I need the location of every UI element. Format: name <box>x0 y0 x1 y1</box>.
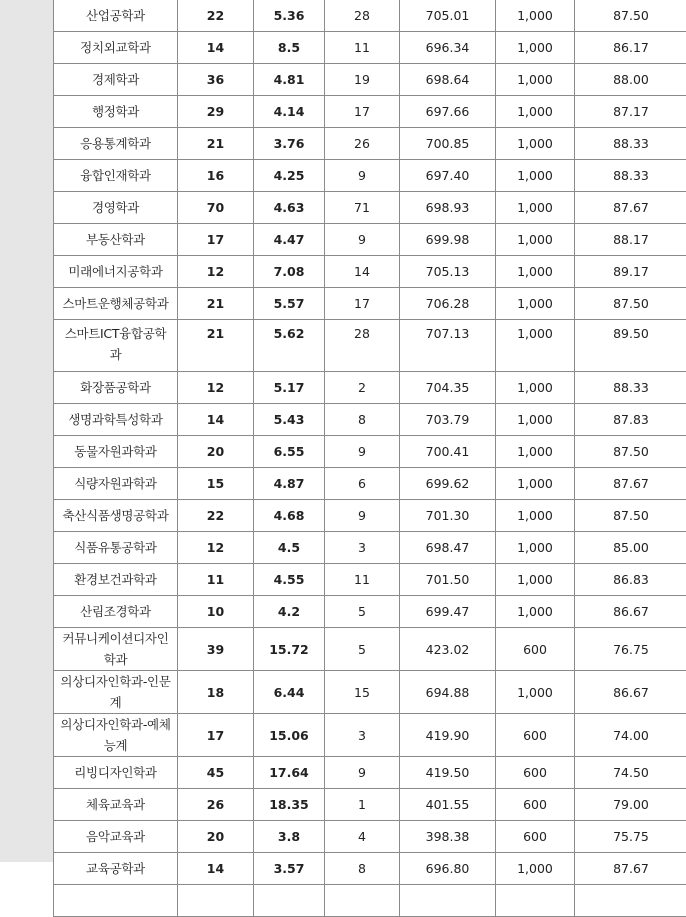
competition-rate-cell: 4.2 <box>254 596 325 628</box>
percentile-cell: 87.50 <box>575 436 686 468</box>
left-gutter <box>0 0 54 862</box>
table-row <box>54 96 686 128</box>
waitlist-cell: 8 <box>325 853 400 885</box>
percentile-cell: 86.67 <box>575 596 686 628</box>
total-points-cell: 1,000 <box>496 192 575 224</box>
competition-rate-cell: 4.55 <box>254 564 325 596</box>
converted-score-cell: 697.40 <box>400 160 496 192</box>
waitlist-cell: 9 <box>325 500 400 532</box>
total-points-cell: 1,000 <box>496 596 575 628</box>
converted-score-cell: 419.90 <box>400 714 496 757</box>
department-cell: 스마트운행체공학과 <box>54 288 178 320</box>
table-row <box>54 885 686 917</box>
competition-rate-cell: 8.5 <box>254 32 325 64</box>
competition-rate-cell: 15.72 <box>254 628 325 671</box>
percentile-cell: 88.33 <box>575 372 686 404</box>
table-body <box>54 0 686 917</box>
admissions-results-table <box>53 0 686 917</box>
department-cell: 축산식품생명공학과 <box>54 500 178 532</box>
converted-score-cell: 398.38 <box>400 821 496 853</box>
department-cell <box>54 885 178 917</box>
table-row <box>54 404 686 436</box>
waitlist-cell: 9 <box>325 757 400 789</box>
waitlist-cell: 17 <box>325 96 400 128</box>
waitlist-cell: 14 <box>325 256 400 288</box>
competition-rate-cell: 3.76 <box>254 128 325 160</box>
percentile-cell: 89.50 <box>575 320 686 372</box>
quota-cell: 26 <box>178 789 254 821</box>
department-cell: 산림조경학과 <box>54 596 178 628</box>
converted-score-cell: 698.93 <box>400 192 496 224</box>
percentile-cell: 86.67 <box>575 671 686 714</box>
competition-rate-cell: 3.57 <box>254 853 325 885</box>
table-row <box>54 192 686 224</box>
quota-cell: 21 <box>178 320 254 372</box>
converted-score-cell: 698.64 <box>400 64 496 96</box>
percentile-cell: 87.67 <box>575 468 686 500</box>
quota-cell: 18 <box>178 671 254 714</box>
converted-score-cell: 700.85 <box>400 128 496 160</box>
percentile-cell: 75.75 <box>575 821 686 853</box>
table-row <box>54 564 686 596</box>
total-points-cell: 600 <box>496 821 575 853</box>
competition-rate-cell: 6.44 <box>254 671 325 714</box>
percentile-cell: 87.83 <box>575 404 686 436</box>
quota-cell: 39 <box>178 628 254 671</box>
waitlist-cell: 3 <box>325 532 400 564</box>
table-row <box>54 671 686 714</box>
department-cell: 커뮤니케이션디자인학과 <box>54 628 178 671</box>
competition-rate-cell: 17.64 <box>254 757 325 789</box>
department-cell: 응용통계학과 <box>54 128 178 160</box>
quota-cell: 12 <box>178 532 254 564</box>
quota-cell: 15 <box>178 468 254 500</box>
total-points-cell: 1,000 <box>496 96 575 128</box>
waitlist-cell <box>325 885 400 917</box>
competition-rate-cell: 4.81 <box>254 64 325 96</box>
table-row <box>54 32 686 64</box>
total-points-cell: 600 <box>496 714 575 757</box>
waitlist-cell: 1 <box>325 789 400 821</box>
percentile-cell: 87.50 <box>575 288 686 320</box>
table-row <box>54 596 686 628</box>
percentile-cell: 88.33 <box>575 160 686 192</box>
competition-rate-cell: 4.5 <box>254 532 325 564</box>
department-cell: 의상디자인학과-예체능계 <box>54 714 178 757</box>
competition-rate-cell <box>254 885 325 917</box>
waitlist-cell: 26 <box>325 128 400 160</box>
department-cell: 정치외교학과 <box>54 32 178 64</box>
table-row <box>54 0 686 32</box>
department-cell: 경제학과 <box>54 64 178 96</box>
percentile-cell: 88.33 <box>575 128 686 160</box>
percentile-cell: 89.17 <box>575 256 686 288</box>
waitlist-cell: 4 <box>325 821 400 853</box>
department-cell: 경영학과 <box>54 192 178 224</box>
department-cell: 행정학과 <box>54 96 178 128</box>
percentile-cell: 87.67 <box>575 192 686 224</box>
department-cell: 환경보건과학과 <box>54 564 178 596</box>
competition-rate-cell: 7.08 <box>254 256 325 288</box>
converted-score-cell: 699.62 <box>400 468 496 500</box>
competition-rate-cell: 4.25 <box>254 160 325 192</box>
percentile-cell: 86.83 <box>575 564 686 596</box>
total-points-cell: 1,000 <box>496 404 575 436</box>
waitlist-cell: 9 <box>325 160 400 192</box>
total-points-cell: 600 <box>496 757 575 789</box>
waitlist-cell: 11 <box>325 32 400 64</box>
quota-cell: 17 <box>178 714 254 757</box>
total-points-cell: 1,000 <box>496 436 575 468</box>
department-cell: 동물자원과학과 <box>54 436 178 468</box>
department-cell: 스마트ICT융합공학과 <box>54 320 178 372</box>
table-row <box>54 64 686 96</box>
converted-score-cell: 696.80 <box>400 853 496 885</box>
waitlist-cell: 28 <box>325 0 400 32</box>
percentile-cell: 87.67 <box>575 853 686 885</box>
table-row <box>54 757 686 789</box>
converted-score-cell: 419.50 <box>400 757 496 789</box>
table-row <box>54 160 686 192</box>
total-points-cell: 1,000 <box>496 128 575 160</box>
converted-score-cell: 699.47 <box>400 596 496 628</box>
percentile-cell: 76.75 <box>575 628 686 671</box>
competition-rate-cell: 4.68 <box>254 500 325 532</box>
competition-rate-cell: 5.62 <box>254 320 325 372</box>
total-points-cell <box>496 885 575 917</box>
competition-rate-cell: 3.8 <box>254 821 325 853</box>
percentile-cell: 88.00 <box>575 64 686 96</box>
total-points-cell: 1,000 <box>496 224 575 256</box>
department-cell: 산업공학과 <box>54 0 178 32</box>
department-cell: 체육교육과 <box>54 789 178 821</box>
competition-rate-cell: 5.36 <box>254 0 325 32</box>
table-row <box>54 714 686 757</box>
quota-cell: 12 <box>178 256 254 288</box>
converted-score-cell: 697.66 <box>400 96 496 128</box>
percentile-cell: 87.50 <box>575 0 686 32</box>
total-points-cell: 1,000 <box>496 64 575 96</box>
total-points-cell: 1,000 <box>496 853 575 885</box>
quota-cell: 21 <box>178 128 254 160</box>
converted-score-cell: 704.35 <box>400 372 496 404</box>
quota-cell: 29 <box>178 96 254 128</box>
percentile-cell: 88.17 <box>575 224 686 256</box>
converted-score-cell: 696.34 <box>400 32 496 64</box>
table-row <box>54 128 686 160</box>
competition-rate-cell: 15.06 <box>254 714 325 757</box>
quota-cell: 20 <box>178 821 254 853</box>
table-row <box>54 468 686 500</box>
quota-cell: 14 <box>178 853 254 885</box>
waitlist-cell: 71 <box>325 192 400 224</box>
competition-rate-cell: 18.35 <box>254 789 325 821</box>
competition-rate-cell: 5.43 <box>254 404 325 436</box>
percentile-cell: 74.00 <box>575 714 686 757</box>
quota-cell: 16 <box>178 160 254 192</box>
department-cell: 리빙디자인학과 <box>54 757 178 789</box>
competition-rate-cell: 5.57 <box>254 288 325 320</box>
table-row <box>54 320 686 372</box>
converted-score-cell: 699.98 <box>400 224 496 256</box>
total-points-cell: 1,000 <box>496 256 575 288</box>
converted-score-cell: 694.88 <box>400 671 496 714</box>
percentile-cell: 74.50 <box>575 757 686 789</box>
waitlist-cell: 5 <box>325 596 400 628</box>
waitlist-cell: 28 <box>325 320 400 372</box>
converted-score-cell: 700.41 <box>400 436 496 468</box>
converted-score-cell: 701.50 <box>400 564 496 596</box>
quota-cell: 21 <box>178 288 254 320</box>
waitlist-cell: 9 <box>325 224 400 256</box>
table-row <box>54 789 686 821</box>
quota-cell: 20 <box>178 436 254 468</box>
department-cell: 생명과학특성학과 <box>54 404 178 436</box>
waitlist-cell: 19 <box>325 64 400 96</box>
total-points-cell: 1,000 <box>496 564 575 596</box>
competition-rate-cell: 4.87 <box>254 468 325 500</box>
converted-score-cell: 706.28 <box>400 288 496 320</box>
department-cell: 식량자원과학과 <box>54 468 178 500</box>
department-cell: 화장품공학과 <box>54 372 178 404</box>
total-points-cell: 1,000 <box>496 288 575 320</box>
total-points-cell: 600 <box>496 789 575 821</box>
competition-rate-cell: 4.47 <box>254 224 325 256</box>
converted-score-cell <box>400 885 496 917</box>
quota-cell: 11 <box>178 564 254 596</box>
department-cell: 교육공학과 <box>54 853 178 885</box>
converted-score-cell: 701.30 <box>400 500 496 532</box>
department-cell: 융합인재학과 <box>54 160 178 192</box>
table-row <box>54 256 686 288</box>
department-cell: 음악교육과 <box>54 821 178 853</box>
department-cell: 식품유통공학과 <box>54 532 178 564</box>
table-row <box>54 372 686 404</box>
quota-cell: 45 <box>178 757 254 789</box>
quota-cell: 10 <box>178 596 254 628</box>
table-row <box>54 532 686 564</box>
percentile-cell: 86.17 <box>575 32 686 64</box>
total-points-cell: 1,000 <box>496 0 575 32</box>
table-row <box>54 853 686 885</box>
total-points-cell: 1,000 <box>496 160 575 192</box>
waitlist-cell: 15 <box>325 671 400 714</box>
total-points-cell: 1,000 <box>496 500 575 532</box>
total-points-cell: 1,000 <box>496 671 575 714</box>
total-points-cell: 1,000 <box>496 320 575 372</box>
table-row <box>54 288 686 320</box>
waitlist-cell: 17 <box>325 288 400 320</box>
table-row <box>54 821 686 853</box>
quota-cell: 17 <box>178 224 254 256</box>
percentile-cell <box>575 885 686 917</box>
waitlist-cell: 8 <box>325 404 400 436</box>
percentile-cell: 85.00 <box>575 532 686 564</box>
converted-score-cell: 705.13 <box>400 256 496 288</box>
table-row <box>54 436 686 468</box>
quota-cell: 36 <box>178 64 254 96</box>
table-row <box>54 224 686 256</box>
percentile-cell: 79.00 <box>575 789 686 821</box>
waitlist-cell: 5 <box>325 628 400 671</box>
waitlist-cell: 6 <box>325 468 400 500</box>
quota-cell <box>178 885 254 917</box>
quota-cell: 14 <box>178 32 254 64</box>
total-points-cell: 600 <box>496 628 575 671</box>
converted-score-cell: 707.13 <box>400 320 496 372</box>
competition-rate-cell: 6.55 <box>254 436 325 468</box>
percentile-cell: 87.50 <box>575 500 686 532</box>
converted-score-cell: 705.01 <box>400 0 496 32</box>
converted-score-cell: 703.79 <box>400 404 496 436</box>
competition-rate-cell: 5.17 <box>254 372 325 404</box>
table-row <box>54 628 686 671</box>
percentile-cell: 87.17 <box>575 96 686 128</box>
quota-cell: 12 <box>178 372 254 404</box>
waitlist-cell: 2 <box>325 372 400 404</box>
table-row <box>54 500 686 532</box>
quota-cell: 70 <box>178 192 254 224</box>
waitlist-cell: 11 <box>325 564 400 596</box>
total-points-cell: 1,000 <box>496 372 575 404</box>
quota-cell: 22 <box>178 0 254 32</box>
total-points-cell: 1,000 <box>496 532 575 564</box>
total-points-cell: 1,000 <box>496 32 575 64</box>
competition-rate-cell: 4.14 <box>254 96 325 128</box>
quota-cell: 22 <box>178 500 254 532</box>
converted-score-cell: 401.55 <box>400 789 496 821</box>
department-cell: 의상디자인학과-인문계 <box>54 671 178 714</box>
department-cell: 부동산학과 <box>54 224 178 256</box>
total-points-cell: 1,000 <box>496 468 575 500</box>
department-cell: 미래에너지공학과 <box>54 256 178 288</box>
quota-cell: 14 <box>178 404 254 436</box>
waitlist-cell: 3 <box>325 714 400 757</box>
waitlist-cell: 9 <box>325 436 400 468</box>
converted-score-cell: 698.47 <box>400 532 496 564</box>
competition-rate-cell: 4.63 <box>254 192 325 224</box>
converted-score-cell: 423.02 <box>400 628 496 671</box>
